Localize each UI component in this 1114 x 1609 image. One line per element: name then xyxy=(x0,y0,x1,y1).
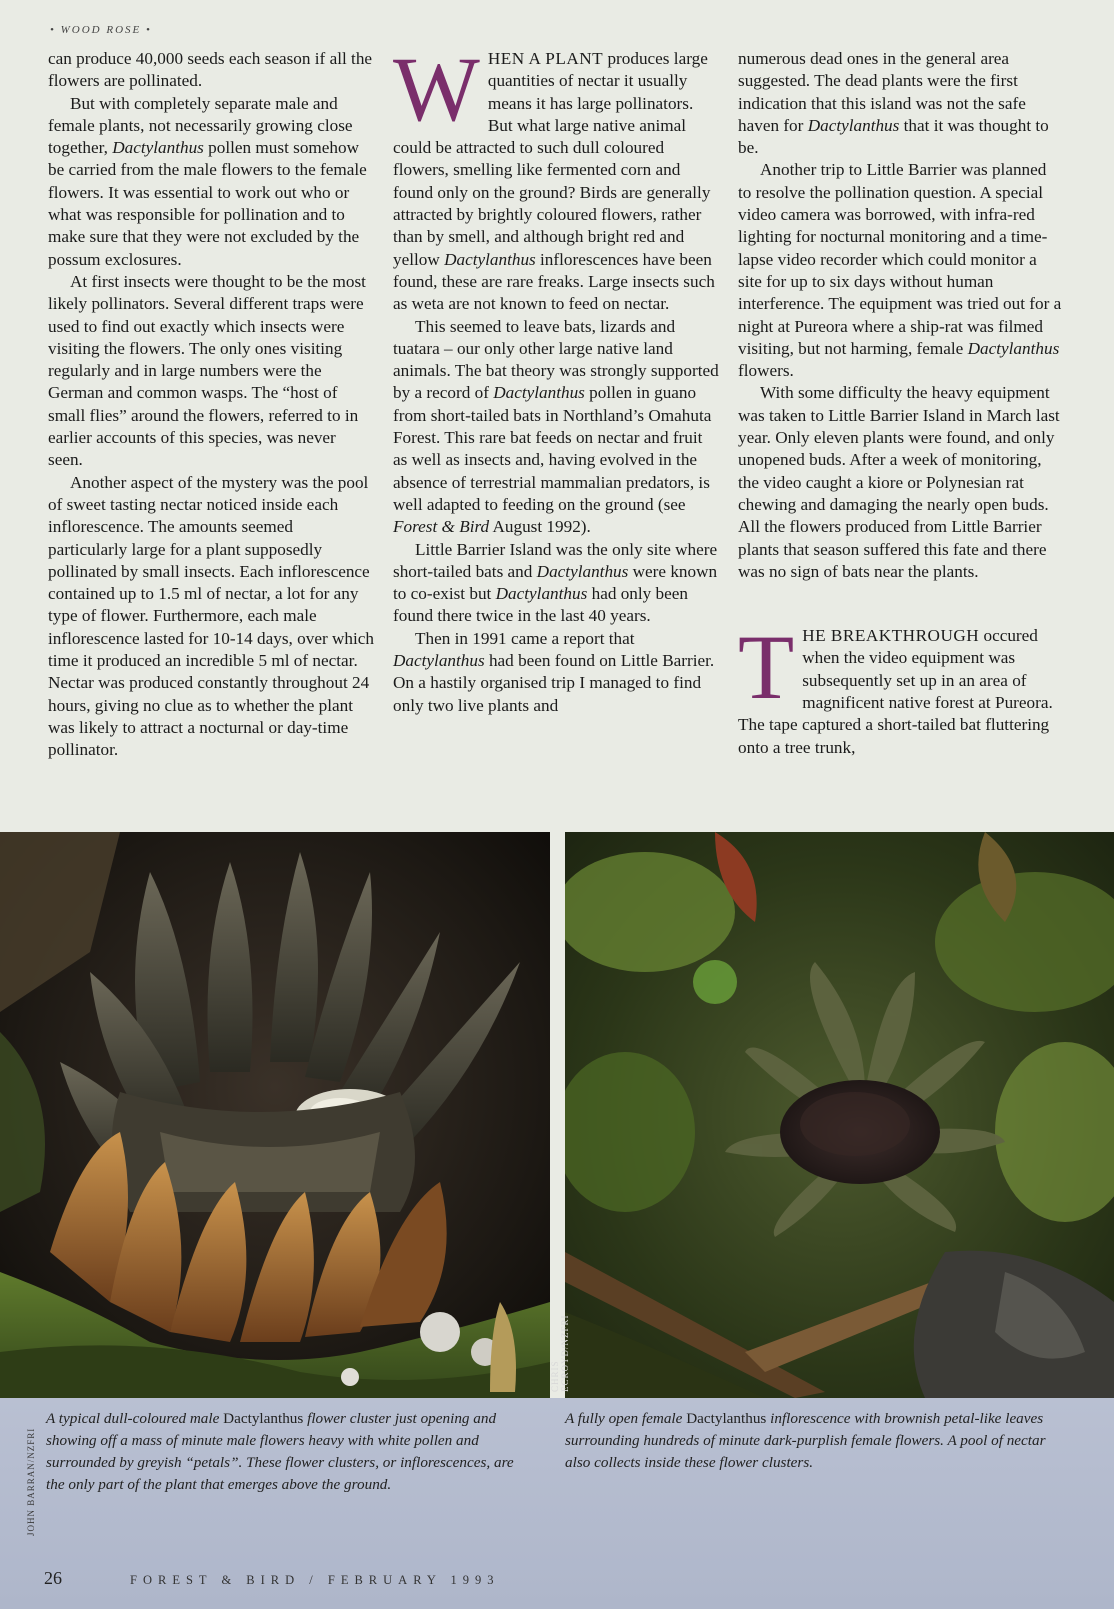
page-number: 26 xyxy=(44,1568,62,1588)
text-column-1 xyxy=(48,48,374,762)
text-column-3 xyxy=(738,48,1064,759)
photo-credit: CHRIS ECROYD/NZFRI xyxy=(550,1314,570,1392)
section-tag: • WOOD ROSE • xyxy=(50,24,152,36)
paragraph: Another aspect of the mystery was the pool of sweet tasting nectar noticed inside each inflorescence. The amounts seemed particularly large for a plant supposedly pollinated by small insects. Each inflorescence contained up to 1.5 ml of nectar, a lot for any type of flower. Furthermore, each male inflorescence lasted for 10-14 days, over which time it produced an incredible 5 ml of nectar. Nectar was produced constantly throughout 24 hours, giving no clue as to whether the plant was likely to attract a nocturnal or day-time pollinator. xyxy=(48,472,374,760)
paragraph: can produce 40,000 seeds each season if all the flowers are pollinated. xyxy=(48,49,373,91)
male-flower-photo xyxy=(0,832,550,1398)
paragraph: With some difficulty the heavy equipment was taken to Little Barrier Island in March last year. Only eleven plants were found, and only unopened buds. After a week of monitoring, the video caught a kiore or Polynesian rat chewing and damaging the nearly open buds. All the flowers produced from Little Barrier plants that season suffered this fate and there was no sign of bats near the plants. xyxy=(738,383,1060,581)
photo-caption-right: A fully open female Dactylanthus inflorescence with brownish petal-like leaves surrounding hundreds of minute dark-purplish female flowers. A pool of nectar also collects inside these flower clusters. xyxy=(565,1410,1046,1471)
paragraph: Another trip to Little Barrier was planned to resolve the pollination question. A special video camera was borrowed, with infra-red lighting for nocturnal monitoring and a time-lapse video recorder which could monitor a site for up to six days without human interference. The equipment was tried out for a night at Pureora where a ship-rat was filmed visiting, but not harming, female Dactylanthus flowers. xyxy=(738,160,1062,381)
running-footer: FOREST & BIRD / FEBRUARY 1993 xyxy=(130,1573,500,1587)
drop-cap: W xyxy=(393,38,480,140)
paragraph: Little Barrier Island was the only site where short-tailed bats and Dactylanthus were known to co-exist but Dactylanthus had only been found there twice in the last 40 years. xyxy=(393,539,718,626)
lead-in-caps: HE BREAKTHROUGH xyxy=(802,626,980,646)
paragraph: But with completely separate male and female plants, not necessarily growing close together, Dactylanthus pollen must somehow be carried from the male flowers to the female flowers. It was essential to work out who or what was responsible for pollination and to make sure that they were not excluded by the possum exclosures. xyxy=(48,93,367,269)
photo-credit: JOHN BARRAN/NZFRI xyxy=(26,1427,36,1536)
paragraph: This seemed to leave bats, lizards and tuatara – our only other large native land animals. The bat theory was strongly supported by a record of Dactylanthus pollen in guano from short-tailed bats in Northland’s Omahuta Forest. This rare bat feeds on nectar and fruit as well as insects and, having evolved in the absence of terrestrial mammalian predators, is well adapted to feeding on the ground (see Forest & Bird August 1992). xyxy=(393,316,719,537)
paragraph: WHEN A PLANT produces large quantities of nectar it usually means it has large pollinators. But what large native animal could be attracted to such dull coloured flowers, smelling like fermented corn and found only on the ground? Birds are generally attracted by brightly coloured flowers, rather than by smell, and although bright red and yellow Dactylanthus inflorescences have been found, these are rare freaks. Large insects such as weta are not known to feed on nectar. xyxy=(393,38,715,314)
paragraph: THE BREAKTHROUGH occured when the video equipment was subsequently set up in an area of magnificent native forest at Pureora. The tape captured a short-tailed bat fluttering onto a tree trunk, xyxy=(738,616,1053,757)
lead-in-caps: HEN A PLANT xyxy=(487,49,604,68)
paragraph: At first insects were thought to be the most likely pollinators. Several different traps were used to find out exactly which insects were visiting the flowers. The only ones visiting regularly and in large numbers were the German and common wasps. The “host of small flies” around the flowers, referred to in earlier accounts of this species, was never seen. xyxy=(48,271,366,470)
drop-cap: T xyxy=(738,616,795,719)
text-column-2 xyxy=(393,38,719,717)
female-flower-photo xyxy=(565,832,1114,1398)
photo-caption-left: A typical dull-coloured male Dactylanthus flower cluster just opening and showing off a mass of minute male flowers heavy with white pollen and surrounded by greyish “petals”. These flower clusters, or inflorescences, are the only part of the plant that emerges above the ground. xyxy=(46,1410,514,1493)
paragraph: Then in 1991 came a report that Dactylanthus had been found on Little Barrier. On a hastily organised trip I managed to find only two live plants and xyxy=(393,628,715,715)
paragraph: numerous dead ones in the general area suggested. The dead plants were the first indication that this island was not the safe haven for Dactylanthus that it was thought to be. xyxy=(738,49,1049,158)
